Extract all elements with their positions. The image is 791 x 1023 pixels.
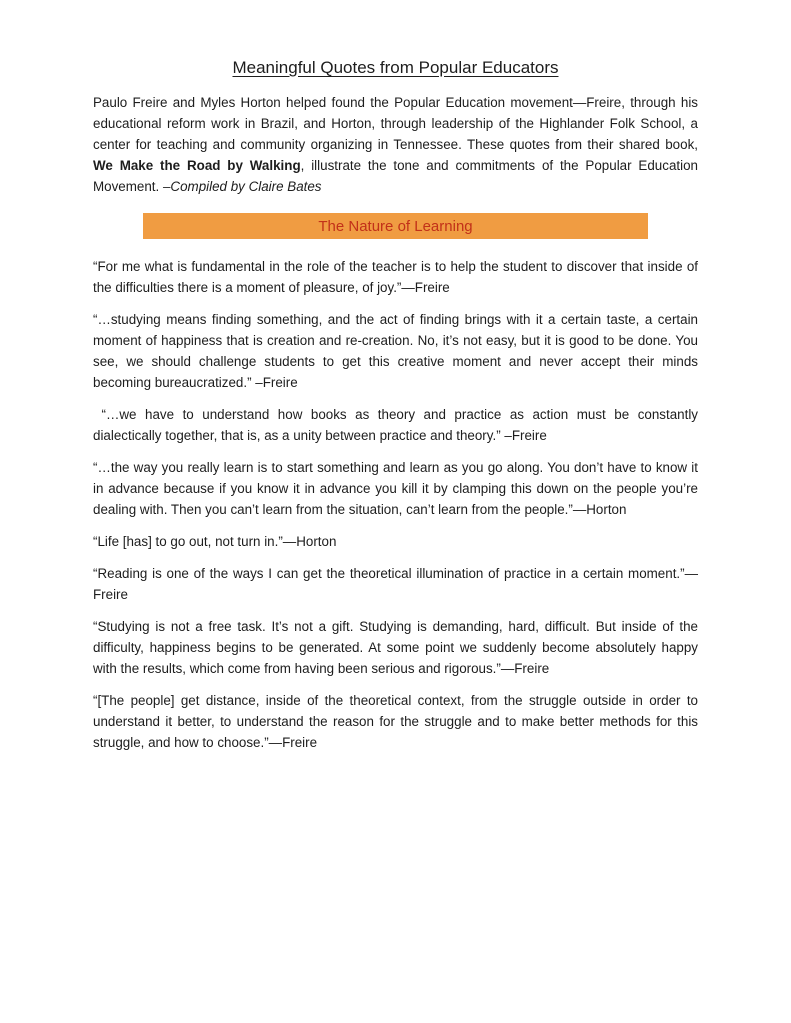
quote-paragraph: “For me what is fundamental in the role of the teacher is to help the student to discover that inside of the difficulties there is a moment of pleasure, of joy.”—Freire (93, 259, 698, 295)
page-title: Meaningful Quotes from Popular Educators (232, 58, 559, 77)
intro-paragraph (93, 92, 698, 197)
book-title-bold: We Make the Road by Walking (93, 158, 301, 173)
intro-text-lead: Paulo Freire and Myles Horton helped found the Popular Education movement—Freire, through his educational reform work in Brazil, and Horton, through leadership of the Highlander Folk School, a center for teaching and community organizing in Tennessee. These quotes from their shared book, (93, 95, 698, 152)
quote-paragraph: “…the way you really learn is to start something and learn as you go along. You don’t have to know it in advance because if you know it in advance you kill it by clamping this down on the people you’re dealing with. Then you can’t learn from the situation, can’t learn from the people.”—Horton (93, 460, 698, 517)
quote-paragraph: “Reading is one of the ways I can get the theoretical illumination of practice in a certain moment.”—Freire (93, 566, 698, 602)
quote-paragraph: “Life [has] to go out, not turn in.”—Horton (93, 534, 337, 549)
compiled-byline: –Compiled by Claire Bates (162, 179, 322, 194)
section-heading: The Nature of Learning (318, 217, 473, 235)
quote-paragraph: “[The people] get distance, inside of the theoretical context, from the struggle outside in order to understand it better, to understand the reason for the struggle and to make better methods for this struggle, and how to choose.”—Freire (93, 693, 698, 750)
section-banner (143, 213, 648, 239)
quote-paragraph: “…studying means finding something, and the act of finding brings with it a certain taste, a certain moment of happiness that is creation and re-creation. No, it’s not easy, but it is good to be done. You see, we should challenge students to get this creative moment and never accept their minds becoming bureaucratized.” –Freire (93, 312, 698, 390)
intro-text-trail: , illustrate the tone and commitments of the Popular Education Movement. (93, 158, 698, 194)
quote-paragraph: “…we have to understand how books as theory and practice as action must be constantly dialectically together, that is, as a unity between practice and theory.” –Freire (93, 407, 698, 443)
quote-paragraph: “Studying is not a free task. It’s not a gift. Studying is demanding, hard, difficult. But inside of the difficulty, happiness begins to be generated. At some point we suddenly become absolutely happy with the results, which come from having been serious and rigorous.”—Freire (93, 619, 698, 676)
